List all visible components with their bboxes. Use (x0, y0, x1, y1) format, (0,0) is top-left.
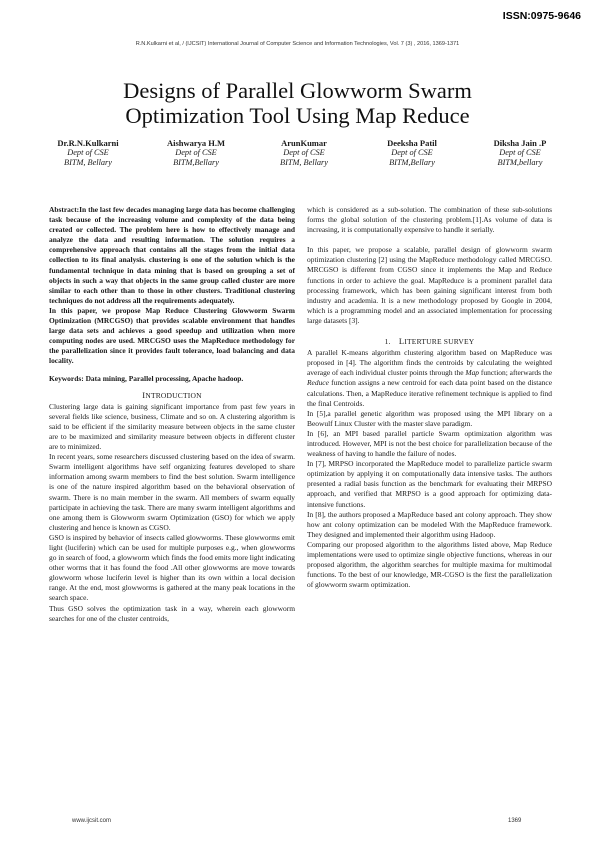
abstract-paragraph: In this paper, we propose Map Reduce Clustering Glowworm Swarm Optimization (MRCGSO) that provides scalable environment that handles large data sets and achieves a good speedup and utilization when more computing nodes are used. MRCGSO uses the MapReduce methodology for the parallelization since it provides fault tolerance, load balancing and data locality. (49, 305, 295, 366)
footer-website: www.ijcsit.com (72, 818, 112, 824)
body-paragraph: Comparing our proposed algorithm to the algorithms listed above, Map Reduce implementations were used to optimize single objective functions, whereas in our proposed algorithm, the algorithm searches for multiple maxima for multimodal functions. To the best of our knowledge, MR-CGSO is the first the parallelization of glowworm swarm optimization. (307, 539, 552, 590)
author-institution: BITM, Bellary (64, 158, 112, 167)
title-line-2: Optimization Tool Using Map Reduce (125, 103, 470, 128)
text-run: function; afterwards the (479, 368, 553, 378)
text-run: function assigns a new centroid for each data point based on the distance calculations. Then, a MapReduce iterative refinement technique is applied to find the final Centroids. (307, 378, 552, 408)
section-heading-text: NTRODUCTION (145, 390, 202, 400)
right-column (307, 205, 552, 590)
body-paragraph: Clustering large data is gaining significant importance from past few years in several fields like science, business, Climate and so on. A clustering algorithm is said to be efficient if the similarity measure between objects in the same cluster are to be maximized and similarity measure between objects in different cluster are to minimized. (49, 401, 295, 452)
body-paragraph (307, 348, 552, 409)
body-paragraph: In recent years, some researchers discussed clustering based on the idea of swarm. Swarm intelligent algorithms have self organizing features developed to share information among swarm members to find the best solution. Swarm intelligence is one of the nature inspired algorithm based on the behavioral observation of swarm. There is no main member in the swarm. All members of swarm equally participate in achieving the task. There are many swarm intelligent algorithms and one among them is Glowworm swarm Optimization (GSO) for which we apply clustering and hence is known as CGSO. (49, 452, 295, 532)
section-heading-introduction (49, 390, 295, 401)
author-dept: Dept of CSE (499, 148, 541, 157)
author-dept: Dept of CSE (283, 148, 325, 157)
author (480, 138, 560, 168)
author-name: Deeksha Patil (387, 138, 437, 148)
body-paragraph: GSO is inspired by behavior of insects called glowworms. These glowworms emit light (luciferin) which can be used for multiple purposes e.g., when glowworms go in search of food, a glowworm which finds the food emits more light indicating other worms that it has found the food .All other glowworms are move towards glowworm whose luciferin level is higher than its own within a local decision range. At the end, most glowworms is gathered at the many peak locations in the search space. (49, 532, 296, 603)
author-institution: BITM, Bellary (280, 158, 328, 167)
abstract-paragraph: Abstract:In the last few decades managing large data has become challenging task because of the increasing volume and complexity of the data being created or collected. The problem here is how to effectively manage and analyze the data and resulting information. The solution requires a comprehensive approach that contains all the stages from the initial data collection to its final analysis. clustering is one of the solution which is the fundamental technique in data mining that is based on grouping a set of objects in such a way that objects in the same group called cluster are more similar to each other than to those in other clusters. Traditional clustering techniques do not address all the requirements adequately. (49, 205, 295, 305)
body-paragraph: In [7], MRPSO incorporated the MapReduce model to parallelize particle swarm optimization by applying it on computationally data intensive tasks. The authors presented a radial basis function as the benchmark for evaluating their MRPSO approach, and verified that MRPSO is a good approach for optimizing data-intensive functions. (307, 459, 552, 509)
keywords: Keywords: Data mining, Parallel processing, Apache hadoop. (49, 373, 244, 383)
body-paragraph: In [5],a parallel genetic algorithm was proposed using the MPI library on a Beowulf Linux Cluster with the master slave paradigm. (307, 408, 552, 428)
left-column (49, 205, 295, 624)
author-institution: BITM,Bellary (173, 158, 219, 167)
section-heading-literature-survey (307, 336, 552, 347)
footer-page-number: 1369 (508, 818, 522, 824)
text-run: A parallel K-means algorithm clustering algorithm based on MapReduce was proposed in [4]. The algorithm finds the centroids by calculating the weighted average of each individual cluster points through the (307, 348, 552, 378)
section-heading-initial: I (142, 389, 146, 400)
body-paragraph: which is considered as a sub-solution. The combination of these sub-solutions forms the global solution of the clustering problem.[1].As volume of data is increasing, it is computationally expensive to handle it serially. (307, 205, 552, 235)
author-name: Diksha Jain .P (493, 138, 547, 148)
author-dept: Dept of CSE (175, 148, 217, 157)
body-paragraph: In [6], an MPI based parallel particle Swarm optimization algorithm was introduced. However, MPI is not the best choice for parallelization because of the weakness of having to handle the failure of nodes. (307, 428, 552, 459)
paper-title (60, 78, 535, 128)
body-paragraph: Thus GSO solves the optimization task in a way, wherein each glowworm searches for one of the cluster centroids, (49, 603, 295, 623)
author-institution: BITM,bellary (497, 158, 543, 167)
author (156, 138, 236, 168)
author (372, 138, 452, 168)
emphasis-reduce: Reduce (307, 378, 329, 388)
section-heading-initial: L (398, 336, 405, 347)
section-heading-text: ITERTURE SURVEY (404, 337, 475, 347)
author-name: ArunKumar (281, 138, 327, 148)
body-paragraph: In this paper, we propose a scalable, parallel design of glowworm swarm optimization clustering [2] using the MapReduce methodology called MRCGSO. MRCGSO is different from CGSO since it implements the Map and Reduce functions in order to achieve the goal. MapReduce is a prominent parallel data processing framework, which has been gaining significant interest from both industry and academia. It is a new methodology proposed by Google in 2004, which is a programming model and an associated implementation for processing large datasets [3]. (307, 245, 552, 325)
author-name: Aishwarya H.M (166, 138, 226, 148)
author (264, 138, 344, 168)
author-dept: Dept of CSE (67, 148, 109, 157)
author (48, 138, 128, 168)
running-header: R.N.Kulkarni et al, / (IJCSIT) International Journal of Computer Science and Information Technologies, Vol. 7 (3) , 2016, 1369-1371 (135, 41, 460, 47)
author-dept: Dept of CSE (391, 148, 433, 157)
emphasis-map: Map (465, 368, 480, 378)
author-institution: BITM,Bellary (389, 158, 435, 167)
body-paragraph: In [8], the authors proposed a MapReduce based ant colony approach. They show how ant colony optimization can be modeled With the MapReduce framework. They designed and implemented their algorithm using Hadoop. (307, 509, 552, 539)
issn-label: ISSN:0975-9646 (502, 10, 581, 22)
author-name: Dr.R.N.Kulkarni (57, 138, 119, 148)
title-line-1: Designs of Parallel Glowworm Swarm (123, 78, 472, 103)
section-number: 1. (384, 337, 391, 347)
author-list (48, 138, 560, 168)
